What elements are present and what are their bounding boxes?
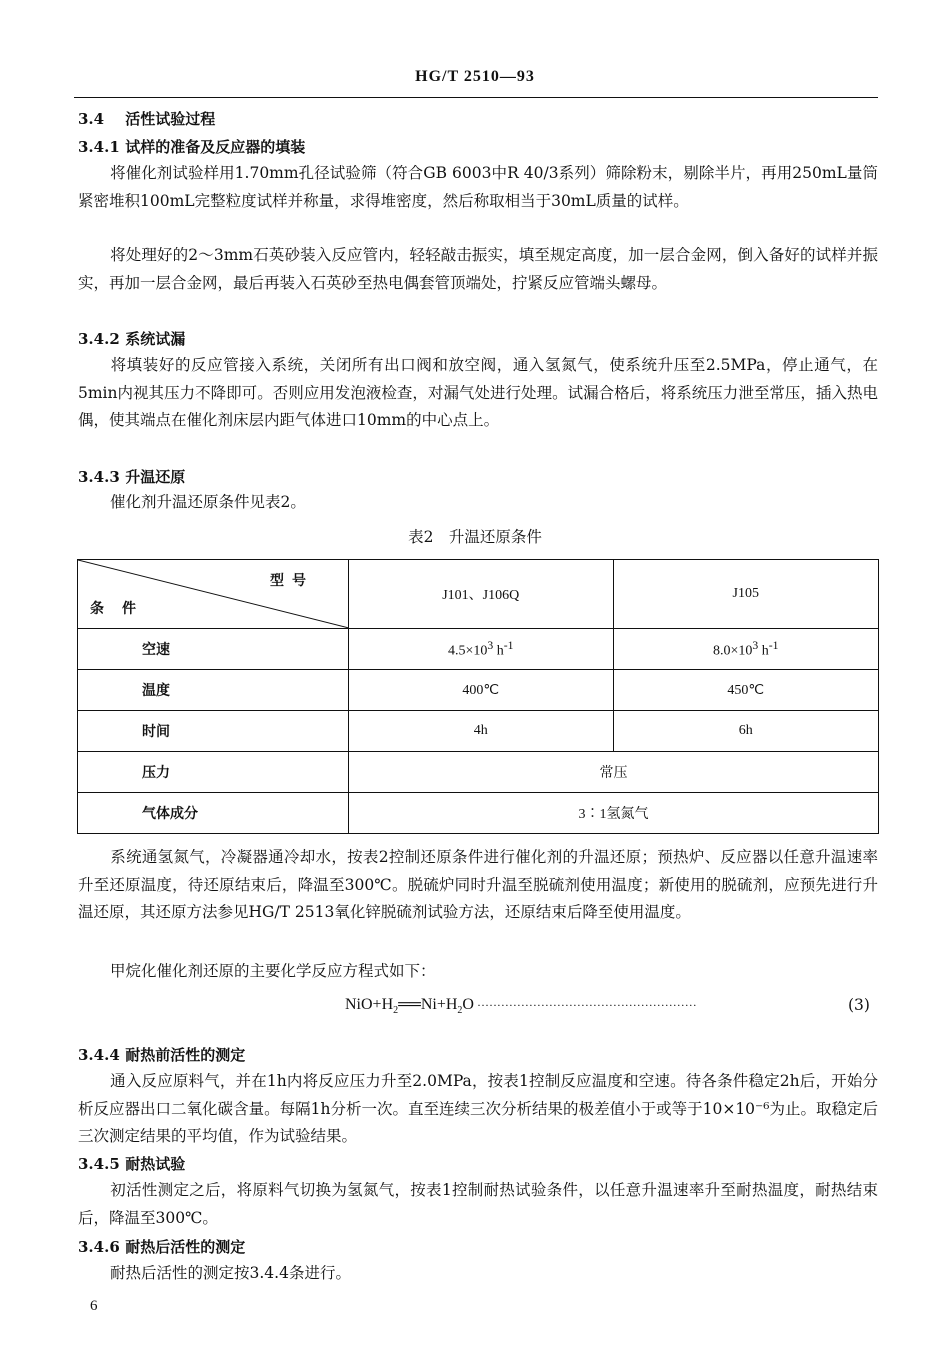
table-header-row xyxy=(78,560,879,629)
paragraph-3-4-4 xyxy=(78,1068,878,1151)
column-header-j105: J105 xyxy=(613,560,879,629)
paragraph-text: 系统通氢氮气，冷凝器通冷却水，按表2控制还原条件进行催化剂的升温还原；预热炉、反应器以任意升温速率升至还原温度，待还原结束后，降温至300℃。脱硫炉同时升温至脱硫剂使用温度；新使用的脱硫剂，应预先进行升温还原，其还原方法参见HG/T 2513氧化锌脱硫剂试验方法，还原结束后降至使用温度。 xyxy=(78,848,878,921)
section-number: 3.4.3 xyxy=(78,468,120,486)
section-title: 升温还原 xyxy=(125,468,186,486)
table-cell: 400℃ xyxy=(349,670,614,711)
section-3-4-heading xyxy=(78,108,215,129)
table-cell-merged: 常压 xyxy=(349,752,879,793)
paragraph-text: 通入反应原料气，并在1h内将反应压力升至2.0MPa，按表1控制反应温度和空速。待各条件稳定2h后，开始分析反应器出口二氧化碳含量。每隔1h分析一次。直至连续三次分析结果的极差值小于或等于10×10⁻⁶为止。取稳定后三次测定结果的平均值，作为试验结果。 xyxy=(78,1072,878,1145)
page-header: HG/T 2510—93 xyxy=(415,68,535,85)
table-row xyxy=(78,793,879,834)
section-number: 3.4.6 xyxy=(78,1238,120,1256)
paragraph-3-4-5 xyxy=(78,1177,878,1232)
row-label: 时间 xyxy=(78,711,349,752)
paragraph-equation-intro xyxy=(78,958,878,986)
section-number: 3.4.4 xyxy=(78,1046,120,1064)
table-cell-merged: 3∶1氢氮气 xyxy=(349,793,879,834)
header-rule xyxy=(74,97,878,98)
paragraph-text: 甲烷化催化剂还原的主要化学反应方程式如下： xyxy=(110,962,436,980)
section-title: 活性试验过程 xyxy=(125,110,216,128)
row-label: 温度 xyxy=(78,670,349,711)
paragraph-3-4-6 xyxy=(78,1260,878,1288)
table-row xyxy=(78,670,879,711)
paragraph-3-4-1-a xyxy=(78,160,878,215)
row-label: 气体成分 xyxy=(78,793,349,834)
section-title: 耐热后活性的测定 xyxy=(125,1238,246,1256)
section-title: 试样的准备及反应器的填装 xyxy=(125,138,306,156)
section-number: 3.4.5 xyxy=(78,1155,120,1173)
equation-number: (3) xyxy=(848,996,870,1014)
section-3-4-2-heading xyxy=(78,328,185,349)
section-3-4-6-heading xyxy=(78,1236,245,1257)
table-cell: $4.5\times 10^3$ $h^{-1}$ xyxy=(349,629,614,670)
table-cell: 450℃ xyxy=(613,670,879,711)
table-row xyxy=(78,711,879,752)
table-cell: 4h xyxy=(349,711,614,752)
paragraph-text: 初活性测定之后，将原料气切换为氢氮气，按表1控制耐热试验条件，以任意升温速率升至耐热温度，耐热结束后，降温至300℃。 xyxy=(78,1181,878,1227)
table-cell: $8.0\times 10^3$ $h^{-1}$ xyxy=(613,629,879,670)
header-condition-label: 条件 xyxy=(90,602,154,617)
paragraph-text: 将催化剂试验样用1.70mm孔径试验筛（符合GB 6003中R 40/3系列）筛除粉末，剔除半片，再用250mL量筒紧密堆积100mL完整粒度试样并称量，求得堆密度，然后称取相当于30mL质量的试样。 xyxy=(78,164,878,210)
table-cell: 6h xyxy=(613,711,879,752)
section-number: 3.4 xyxy=(78,110,105,128)
section-title: 耐热前活性的测定 xyxy=(125,1046,246,1064)
section-title: 耐热试验 xyxy=(125,1155,186,1173)
header-model-label: 型号 xyxy=(270,574,314,589)
section-title: 系统试漏 xyxy=(125,330,186,348)
page-number: 6 xyxy=(90,1298,98,1314)
table-row xyxy=(78,752,879,793)
diagonal-header-cell xyxy=(78,560,349,629)
section-3-4-5-heading xyxy=(78,1153,185,1174)
paragraph-text: 催化剂升温还原条件见表2。 xyxy=(110,493,306,511)
paragraph-text: 将处理好的2～3mm石英砂装入反应管内，轻轻敲击振实，填至规定高度，加一层合金网，倒入备好的试样并振实，再加一层合金网，最后再装入石英砂至热电偶套管顶端处，拧紧反应管端头螺母。 xyxy=(78,246,878,292)
table-row xyxy=(78,629,879,670)
column-header-j101-j106q: J101、J106Q xyxy=(349,560,614,629)
paragraph-3-4-1-b xyxy=(78,242,878,297)
section-number: 3.4.2 xyxy=(78,330,120,348)
section-number: 3.4.1 xyxy=(78,138,120,156)
chemical-equation: $NiO+H_2══Ni+H_2O$ ······················································· xyxy=(345,996,697,1017)
paragraph-after-table xyxy=(78,844,878,927)
table-caption: 表2 升温还原条件 xyxy=(408,528,542,546)
row-label: 空速 xyxy=(78,629,349,670)
paragraph-text: 将填装好的反应管接入系统，关闭所有出口阀和放空阀，通入氢氮气，使系统升压至2.5MPa，停止通气，在5min内视其压力不降即可。否则应用发泡液检查，对漏气处进行处理。试漏合格后，将系统压力泄至常压，插入热电偶，使其端点在催化剂床层内距气体进口10mm的中心点上。 xyxy=(78,356,878,429)
section-3-4-4-heading xyxy=(78,1044,245,1065)
section-3-4-3-heading xyxy=(78,466,185,487)
paragraph-3-4-3 xyxy=(78,489,878,517)
reduction-conditions-table xyxy=(77,559,879,834)
row-label: 压力 xyxy=(78,752,349,793)
paragraph-3-4-2 xyxy=(78,352,878,435)
paragraph-text: 耐热后活性的测定按3.4.4条进行。 xyxy=(110,1264,351,1282)
section-3-4-1-heading xyxy=(78,136,305,157)
